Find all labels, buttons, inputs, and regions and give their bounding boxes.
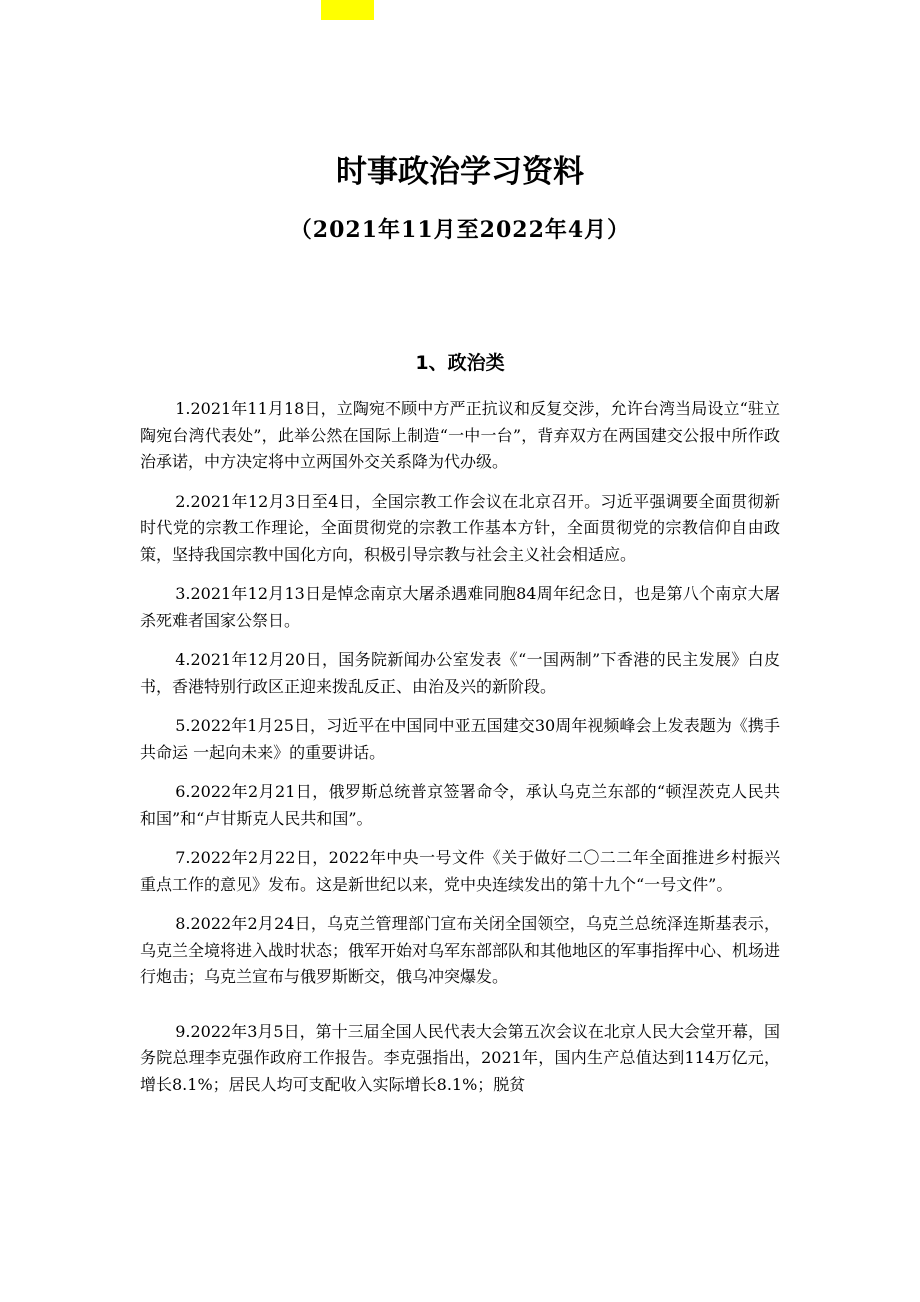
document-body [140, 396, 780, 1111]
paragraph-7: 7.2022年2月22日，2022年中央一号文件《关于做好二〇二二年全面推进乡村振兴重点工作的意见》发布。这是新世纪以来，党中央连续发出的第十九个“一号文件”。 [140, 848, 780, 894]
paragraph-3: 3.2021年12月13日是悼念南京大屠杀遇难同胞84周年纪念日，也是第八个南京大屠杀死难者国家公祭日。 [140, 584, 780, 630]
paragraph-9: 9.2022年3月5日，第十三届全国人民代表大会第五次会议在北京人民大会堂开幕，国务院总理李克强作政府工作报告。李克强指出，2021年，国内生产总值达到114万亿元，增长8.1%；居民人均可支配收入实际增长8.1%；脱贫 [140, 1021, 780, 1094]
document-subtitle: （2021年11月至2022年4月） [289, 217, 631, 243]
yellow-highlight-marker [321, 0, 374, 20]
paragraph-8: 8.2022年2月24日，乌克兰管理部门宣布关闭全国领空，乌克兰总统泽连斯基表示，乌克兰全境将进入战时状态；俄军开始对乌军东部部队和其他地区的军事指挥中心、机场进行炮击；乌克兰宣布与俄罗斯断交，俄乌冲突爆发。 [140, 914, 781, 986]
document-title: 时事政治学习资料 [336, 154, 584, 190]
paragraph-6: 6.2022年2月21日，俄罗斯总统普京签署命令，承认乌克兰东部的“顿涅茨克人民共和国”和“卢甘斯克人民共和国”。 [140, 782, 780, 828]
paragraph-4: 4.2021年12月20日，国务院新闻办公室发表《“一国两制”下香港的民主发展》白皮书，香港特别行政区正迎来拨乱反正、由治及兴的新阶段。 [140, 650, 780, 696]
paragraph-2: 2.2021年12月3日至4日，全国宗教工作会议在北京召开。习近平强调要全面贯彻新时代党的宗教工作理论，全面贯彻党的宗教工作基本方针，全面贯彻党的宗教信仰自由政策，坚持我国宗教中国化方向，积极引导宗教与社会主义社会相适应。 [140, 491, 780, 564]
paragraph-5: 5.2022年1月25日，习近平在中国同中亚五国建交30周年视频峰会上发表题为《携手共命运 一起向未来》的重要讲话。 [140, 716, 780, 762]
paragraph-1: 1.2021年11月18日，立陶宛不顾中方严正抗议和反复交涉，允许台湾当局设立“驻立陶宛台湾代表处”，此举公然在国际上制造“一中一台”，背弃双方在两国建交公报中所作政治承诺，中方决定将中立两国外交关系降为代办级。 [140, 399, 780, 471]
section-heading: 1、政治类 [415, 352, 505, 374]
